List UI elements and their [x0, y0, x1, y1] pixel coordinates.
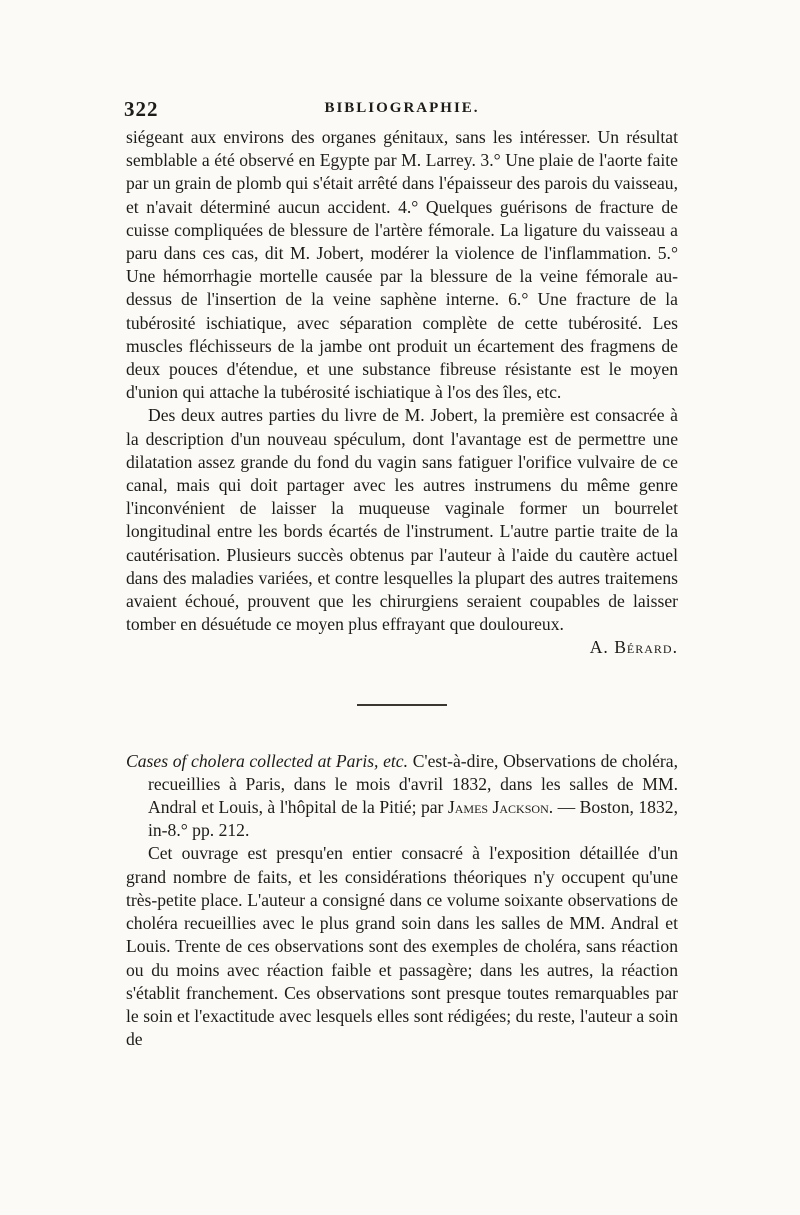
- paragraph-continued: siégeant aux environs des organes génitaux, sans les intéresser. Un résultat semblable a été observé en Egypte par M. Larrey. 3.° Une plaie de l'aorte faite par un grain de plomb qui s'était arrêté dans l'épaisseur des parois du vaisseau, et n'avait déterminé aucun accident. 4.° Quelques guérisons de fracture de cuisse compliquées de blessure de l'artère fémorale. La ligature du vaisseau a paru dans ces cas, dit M. Jobert, modérer la violence de l'inflammation. 5.° Une hémorrhagie mortelle causée par la blessure de la veine fémorale au-dessus de l'insertion de la veine saphène interne. 6.° Une fracture de la tubérosité ischiatique, avec séparation complète de cette tubérosité. Les muscles fléchisseurs de la jambe ont produit un écartement des fragmens de deux pouces d'étendue, et une substance fibreuse résistante est le moyen d'union qui attache la tubérosité ischiatique à l'os des îles, etc.: [126, 127, 678, 403]
- citation-author: James Jackson: [447, 797, 549, 818]
- citation-title: Cases of cholera collected at Paris, etc.: [126, 750, 409, 771]
- page-header: [124, 97, 680, 123]
- page-number: 322: [124, 97, 159, 121]
- running-title: BIBLIOGRAPHIE.: [324, 100, 480, 116]
- author-signature: A. Bérard.: [589, 637, 678, 658]
- section-divider: [357, 704, 447, 706]
- citation-text-1: C'est-à-dire, Observations de choléra, recueillies à Paris, dans le mois d'avril 1832, dans les salles de MM. Andral et Louis, à l'hôpital de la Pitié; par: [148, 750, 679, 818]
- text-column: [126, 126, 678, 1051]
- paragraph-review: Cet ouvrage est presqu'en entier consacré à l'exposition détaillée d'un grand nombre de faits, et les considérations théoriques n'y occupent qu'une très-petite place. L'auteur a consigné dans ce volume soixante observations de choléra recueillies avec le plus grand soin dans les salles de MM. Andral et Louis. Trente de ces observations sont des exemples de choléra, sans réaction ou du moins avec réaction faible et passagère; dans les autres, la réaction s'établit franchement. Ces observations sont presque toutes remarquables par le soin et l'exactitude avec lesquels elles sont rédigées; du reste, l'auteur a soin de: [126, 843, 678, 1050]
- paragraph-jobert-book: Des deux autres parties du livre de M. Jobert, la première est consacrée à la description d'un nouveau spéculum, dont l'avantage est de permettre une dilatation assez grande du fond du vagin sans fatiguer l'orifice vulvaire de ce canal, mais qui doit partager avec les autres instrumens du même genre l'inconvénient de laisser la muqueuse vaginale former un bourrelet longitudinal entre les bords écartés de l'instrument. L'autre partie traite de la cautérisation. Plusieurs succès obtenus par l'auteur à l'aide du cautère actuel dans des maladies variées, et contre lesquelles la plupart des autres traitemens avaient échoué, prouvent que les chirurgiens seraient coupables de laisser tomber en désuétude ce moyen plus effrayant que douloureux.: [126, 405, 678, 635]
- citation-text-2: . — Boston, 1832, in-8.° pp. 212.: [148, 797, 678, 841]
- bibliographic-citation: [126, 750, 678, 843]
